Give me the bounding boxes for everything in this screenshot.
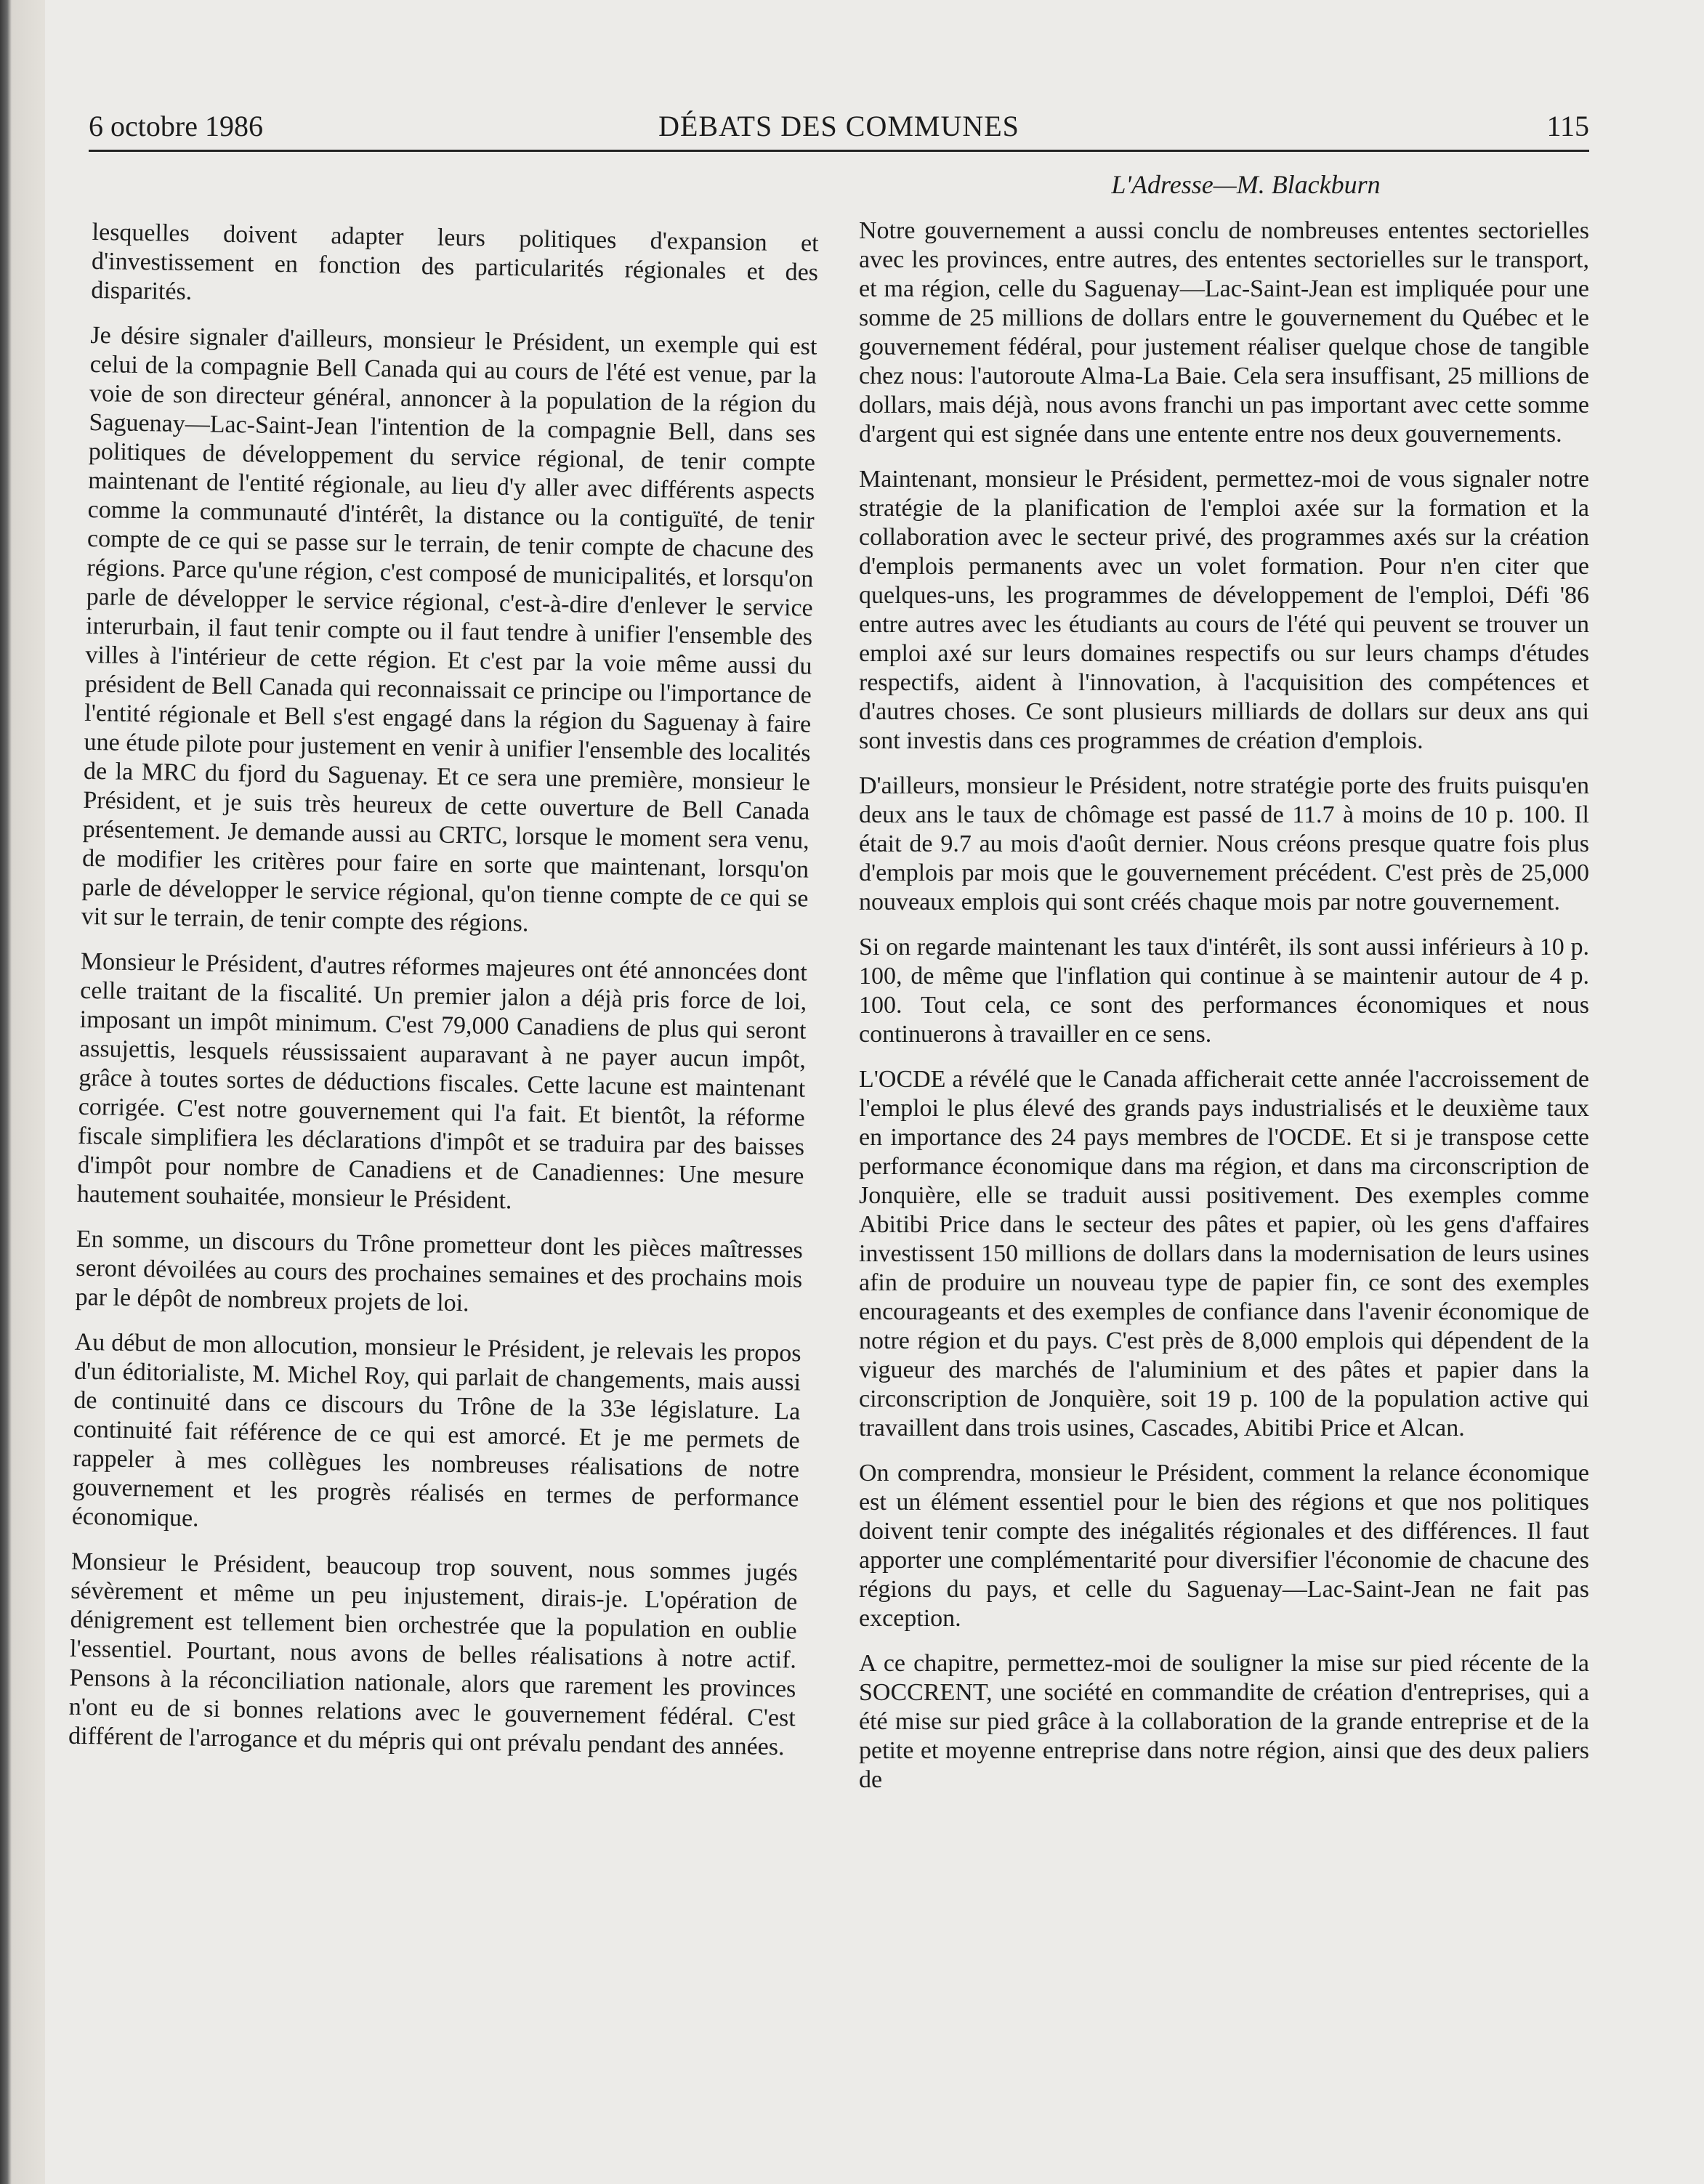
paragraph: Si on regarde maintenant les taux d'intérêt, ils sont aussi inférieurs à 10 p. 100, de même que l'inflation qui continue à se maintenir autour de 4 p. 100. Tout cela, ce sont des performances économiques et nous continuerons à travailler en ce sens.	[859, 934, 1589, 1048]
page-header	[89, 109, 1589, 150]
paragraph: Maintenant, monsieur le Président, permettez-moi de vous signaler notre stratégie de la planification de l'emploi axée sur la formation et la collaboration avec le secteur privé, des programmes axés sur la création d'emplois permanents avec un volet formation. Pour n'en citer que quelques-uns, les programmes de développement de l'emploi, Défi '86 entre autres avec les étudiants au cours de l'été qui peuvent se trouver un emploi axé sur leurs domaines respectifs ou sur leurs champs d'études respectifs, aident à l'innovation, à l'acquisition des compétences et d'autres choses. Ce sont plusieurs milliards de dollars sur deux ans qui sont investis dans ces programmes de création d'emplois.	[859, 466, 1589, 754]
paragraph: D'ailleurs, monsieur le Président, notre stratégie porte des fruits puisqu'en deux ans le taux de chômage est passé de 11.7 à moins de 10 p. 100. Il était de 9.7 au mois d'août dernier. Nous créons presque quatre fois plus d'emplois par mois que le gouvernement précédent. C'est près de 25,000 nouveaux emplois qui sont créés chaque mois par notre gouvernement.	[859, 772, 1589, 915]
paragraph: L'OCDE a révélé que le Canada afficherait cette année l'accroissement de l'emploi le plus élevé des grands pays industrialisés et le deuxième taux en importance des 24 pays membres de l'OCDE. Et si je transpose cette performance économique dans ma région, et dans ma circonscription de Jonquière, elle se traduit aussi positivement. Des exemples comme Abitibi Price dans le secteur des pâtes et papier, où les gens d'affaires investissent 150 millions de dollars dans la modernisation de leurs usines afin de produire un nouveau type de papier fin, ce sont des exemples encourageants et des exemples de confiance dans l'avenir économique de notre région et du pays. C'est près de 8,000 emplois qui dépendent de la vigueur des marchés de l'aluminium et des pâtes et papier dans la circonscription de Jonquière, soit 19 p. 100 de la population active qui travaillent dans trois usines, Cascades, Abitibi Price et Alcan.	[859, 1066, 1589, 1441]
paragraph: En somme, un discours du Trône prometteur dont les pièces maîtresses seront dévoilées au cours des prochaines semaines et des prochains mois par le dépôt de nombreux projets de loi.	[75, 1225, 804, 1317]
running-head: L'Adresse—M. Blackburn	[1111, 170, 1381, 199]
header-date: 6 octobre 1986	[89, 110, 263, 142]
paragraph: lesquelles doivent adapter leurs politiques d'expansion et d'investissement en fonction des particularités régionales et des disparités.	[91, 218, 819, 306]
paragraph: Je désire signaler d'ailleurs, monsieur le Président, un exemple qui est celui de la compagnie Bell Canada qui au cours de l'été est venue, par la voie de son directeur général, annoncer à la population de la région du Saguenay—Lac-Saint-Jean l'intention de la compagnie Bell, dans ses politiques de développement du service régional, de tenir compte maintenant de l'entité régionale, au lieu d'y aller avec différents aspects comme la communauté d'intérêt, la distance ou la contiguïté, de tenir compte de ce qui se passe sur le terrain, de tenir compte de chacune des régions. Parce qu'une région, c'est composé de municipalités, et lorsqu'on parle de développer le service régional, c'est-à-dire d'enlever le service interurbain, il faut tenir compte ou il faut tendre à unifier l'ensemble des villes à l'intérieur de cette région. Et c'est par la voie même aussi du président de Bell Canada qui reconnaissait ce principe ou l'importance de l'entité régionale et Bell s'est engagé dans la région du Saguenay à faire une étude pilote pour justement en venir à unifier l'ensemble des localités de la MRC du fjord du Saguenay. Et ce sera une première, monsieur le Président, et je suis très heureux de cette ouverture de Bell Canada présentement. Je demande aussi au CRTC, lorsque le moment sera venu, de modifier les critères pour faire en sorte que maintenant, lorsqu'on parle de développer le service régional, qu'on tienne compte de ce qui se vit sur le terrain, de tenir compte des régions.	[81, 321, 817, 937]
paragraph: Notre gouvernement a aussi conclu de nombreuses ententes sectorielles avec les provinces, entre autres, des ententes sectorielles sur le transport, et ma région, celle du Saguenay—Lac-Saint-Jean est impliquée pour une somme de 25 millions de dollars entre le gouvernement du Québec et le gouvernement fédéral, pour justement réaliser quelque chose de tangible chez nous: l'autoroute Alma-La Baie. Cela sera insuffisant, 25 millions de dollars, mais déjà, nous avons franchi un pas important avec cette somme d'argent qui est signée dans une entente entre nos deux gouvernements.	[859, 217, 1589, 448]
paragraph: Monsieur le Président, beaucoup trop souvent, nous sommes jugés sévèrement et même un peu injustement, dirais-je. L'opération de dénigrement est tellement bien orchestrée que la population en oublie l'essentiel. Pourtant, nous avons de belles réalisations à notre actif. Pensons à la réconciliation nationale, alors que rarement les provinces n'ont eu de si bonnes relations avec le gouvernement fédéral. C'est différent de l'arrogance et du mépris qui ont prévalu pendant des années.	[68, 1548, 799, 1761]
paragraph: A ce chapitre, permettez-moi de souligner la mise sur pied récente de la SOCCRENT, une société en commandite de création d'entreprises, qui a été mise sur pied grâce à la collaboration de la grande entreprise et de la petite et moyenne entreprise dans notre région, ainsi que des deux paliers de	[859, 1650, 1589, 1793]
paragraph: Monsieur le Président, d'autres réformes majeures ont été annoncées dont celle traitant de la fiscalité. Un premier jalon a déjà pris force de loi, imposant un impôt minimum. C'est 79,000 Canadiens de plus qui seront assujettis, lesquels réussissaient auparavant à ne payer aucun impôt, grâce à toutes sortes de déductions fiscales. Cette lacune est maintenant corrigée. C'est notre gouvernement qui l'a fait. Et bientôt, la réforme fiscale simplifiera les déclarations d'impôt et se traduira par des baisses d'impôt pour nombre de Canadiens et de Canadiennes: Une mesure hautement souhaitée, monsieur le Président.	[76, 947, 808, 1215]
document-page	[45, 0, 1704, 2184]
left-column	[68, 218, 819, 1778]
right-column	[859, 169, 1589, 1811]
header-rule	[89, 150, 1589, 152]
paragraph: Au début de mon allocution, monsieur le Président, je relevais les propos d'un éditorialiste, M. Michel Roy, qui parlait de changements, mais aussi de continuité dans ce discours du Trône de la 33e législature. La continuité fait référence de ce qui est amorcé. Et je me permets de rappeler à mes collègues les nombreuses réalisations de notre gouvernement et les progrès réalisés en termes de performance économique.	[71, 1328, 801, 1532]
header-title: DÉBATS DES COMMUNES	[658, 110, 1019, 142]
paragraph: On comprendra, monsieur le Président, comment la relance économique est un élément essentiel pour le bien des régions et que nos politiques doivent tenir compte des inégalités régionales et des différences. Il faut apporter une complémentarité pour diversifier l'économie de chacune des régions du pays, et celle du Saguenay—Lac-Saint-Jean ne fait pas exception.	[859, 1460, 1589, 1632]
header-page-number: 115	[1546, 110, 1589, 142]
binding-edge	[0, 0, 45, 2184]
